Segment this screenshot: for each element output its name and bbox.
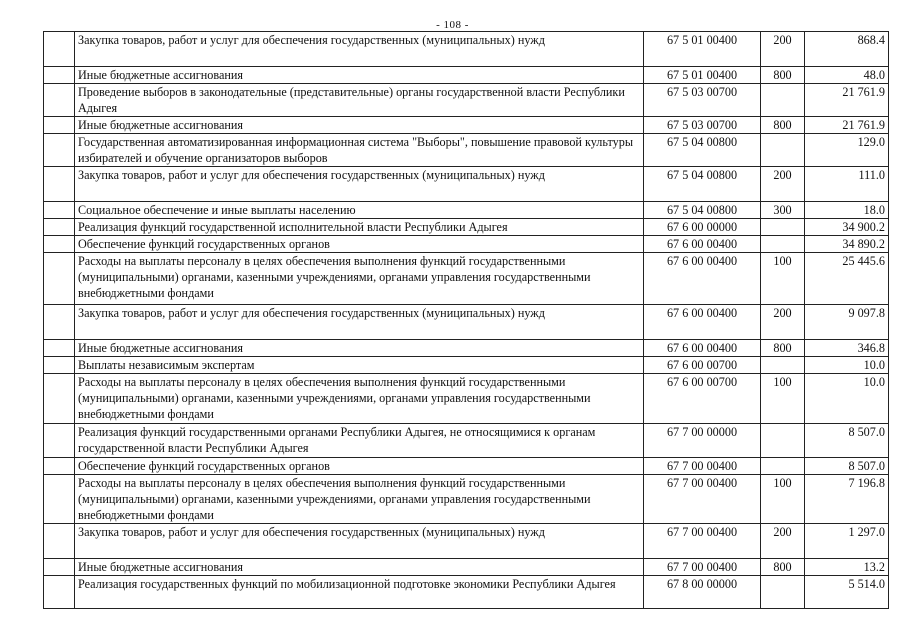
expense-name-cell: Закупка товаров, работ и услуг для обеспечения государственных (муниципальных) нужд: [75, 305, 644, 340]
amount-cell: 868.4: [805, 32, 889, 67]
expense-name-cell: Иные бюджетные ассигнования: [75, 67, 644, 84]
budget-table-body: [44, 32, 889, 609]
row-number-cell: [44, 67, 75, 84]
table-row: [44, 134, 889, 167]
expense-type-cell: 800: [761, 559, 805, 576]
table-row: [44, 236, 889, 253]
expense-name-cell: Иные бюджетные ассигнования: [75, 340, 644, 357]
target-article-code-cell: 67 5 04 00800: [644, 202, 761, 219]
target-article-code-cell: 67 6 00 00000: [644, 219, 761, 236]
row-number-cell: [44, 340, 75, 357]
expense-name-cell: Иные бюджетные ассигнования: [75, 559, 644, 576]
amount-cell: 1 297.0: [805, 524, 889, 559]
amount-cell: 34 900.2: [805, 219, 889, 236]
expense-type-cell: 800: [761, 340, 805, 357]
expense-name-cell: Закупка товаров, работ и услуг для обеспечения государственных (муниципальных) нужд: [75, 524, 644, 559]
table-row: [44, 67, 889, 84]
row-number-cell: [44, 253, 75, 305]
target-article-code-cell: 67 5 04 00800: [644, 167, 761, 202]
target-article-code-cell: 67 5 01 00400: [644, 67, 761, 84]
target-article-code-cell: 67 5 04 00800: [644, 134, 761, 167]
expense-type-cell: [761, 134, 805, 167]
row-number-cell: [44, 134, 75, 167]
target-article-code-cell: 67 7 00 00400: [644, 559, 761, 576]
amount-cell: 25 445.6: [805, 253, 889, 305]
table-row: [44, 357, 889, 374]
amount-cell: 8 507.0: [805, 458, 889, 475]
expense-name-cell: Иные бюджетные ассигнования: [75, 117, 644, 134]
amount-cell: 13.2: [805, 559, 889, 576]
row-number-cell: [44, 236, 75, 253]
target-article-code-cell: 67 6 00 00700: [644, 374, 761, 424]
expense-name-cell: Государственная автоматизированная информационная система "Выборы", повышение правовой культуры избирателей и обучение организаторов выборов: [75, 134, 644, 167]
budget-table: [43, 31, 889, 609]
target-article-code-cell: 67 7 00 00400: [644, 524, 761, 559]
table-row: [44, 374, 889, 424]
amount-cell: 21 761.9: [805, 84, 889, 117]
table-row: [44, 219, 889, 236]
table-row: [44, 202, 889, 219]
expense-name-cell: Закупка товаров, работ и услуг для обеспечения государственных (муниципальных) нужд: [75, 32, 644, 67]
table-row: [44, 167, 889, 202]
amount-cell: 111.0: [805, 167, 889, 202]
row-number-cell: [44, 305, 75, 340]
row-number-cell: [44, 458, 75, 475]
expense-name-cell: Реализация функций государственной исполнительной власти Республики Адыгея: [75, 219, 644, 236]
expense-name-cell: Проведение выборов в законодательные (представительные) органы государственной власти Республики Адыгея: [75, 84, 644, 117]
row-number-cell: [44, 84, 75, 117]
table-row: [44, 576, 889, 609]
target-article-code-cell: 67 7 00 00000: [644, 424, 761, 458]
table-row: [44, 524, 889, 559]
expense-name-cell: Реализация функций государственными органами Республики Адыгея, не относящимися к органам государственной власти Республики Адыгея: [75, 424, 644, 458]
expense-type-cell: 200: [761, 305, 805, 340]
expense-name-cell: Выплаты независимым экспертам: [75, 357, 644, 374]
table-row: [44, 475, 889, 524]
row-number-cell: [44, 202, 75, 219]
expense-type-cell: [761, 424, 805, 458]
expense-type-cell: 100: [761, 253, 805, 305]
expense-type-cell: [761, 458, 805, 475]
expense-name-cell: Закупка товаров, работ и услуг для обеспечения государственных (муниципальных) нужд: [75, 167, 644, 202]
table-row: [44, 117, 889, 134]
target-article-code-cell: 67 8 00 00000: [644, 576, 761, 609]
expense-name-cell: Обеспечение функций государственных органов: [75, 458, 644, 475]
expense-name-cell: Расходы на выплаты персоналу в целях обеспечения выполнения функций государственными (муниципальными) органами, казенными учреждениями, органами управления государственными внебюджетными фондами: [75, 253, 644, 305]
target-article-code-cell: 67 5 03 00700: [644, 117, 761, 134]
row-number-cell: [44, 357, 75, 374]
target-article-code-cell: 67 6 00 00400: [644, 305, 761, 340]
target-article-code-cell: 67 5 03 00700: [644, 84, 761, 117]
table-row: [44, 458, 889, 475]
table-row: [44, 84, 889, 117]
expense-name-cell: Расходы на выплаты персоналу в целях обеспечения выполнения функций государственными (муниципальными) органами, казенными учреждениями, органами управления государственными внебюджетными фондами: [75, 475, 644, 524]
row-number-cell: [44, 559, 75, 576]
amount-cell: 18.0: [805, 202, 889, 219]
amount-cell: 9 097.8: [805, 305, 889, 340]
amount-cell: 34 890.2: [805, 236, 889, 253]
table-row: [44, 424, 889, 458]
expense-type-cell: 200: [761, 32, 805, 67]
expense-name-cell: Обеспечение функций государственных органов: [75, 236, 644, 253]
table-row: [44, 559, 889, 576]
table-row: [44, 340, 889, 357]
table-row: [44, 32, 889, 67]
amount-cell: 129.0: [805, 134, 889, 167]
expense-type-cell: 100: [761, 475, 805, 524]
expense-type-cell: 800: [761, 117, 805, 134]
expense-type-cell: 200: [761, 167, 805, 202]
target-article-code-cell: 67 7 00 00400: [644, 475, 761, 524]
target-article-code-cell: 67 5 01 00400: [644, 32, 761, 67]
expense-type-cell: 200: [761, 524, 805, 559]
amount-cell: 346.8: [805, 340, 889, 357]
row-number-cell: [44, 219, 75, 236]
amount-cell: 7 196.8: [805, 475, 889, 524]
target-article-code-cell: 67 6 00 00700: [644, 357, 761, 374]
table-row: [44, 305, 889, 340]
row-number-cell: [44, 32, 75, 67]
expense-type-cell: [761, 576, 805, 609]
table-row: [44, 253, 889, 305]
amount-cell: 5 514.0: [805, 576, 889, 609]
expense-type-cell: [761, 357, 805, 374]
expense-type-cell: 100: [761, 374, 805, 424]
page-number: - 108 -: [436, 19, 469, 31]
expense-name-cell: Расходы на выплаты персоналу в целях обеспечения выполнения функций государственными (муниципальными) органами, казенными учреждениями, органами управления государственными внебюджетными фондами: [75, 374, 644, 424]
amount-cell: 10.0: [805, 374, 889, 424]
expense-name-cell: Социальное обеспечение и иные выплаты населению: [75, 202, 644, 219]
row-number-cell: [44, 167, 75, 202]
expense-type-cell: [761, 84, 805, 117]
row-number-cell: [44, 374, 75, 424]
row-number-cell: [44, 117, 75, 134]
expense-type-cell: [761, 219, 805, 236]
expense-type-cell: 800: [761, 67, 805, 84]
target-article-code-cell: 67 6 00 00400: [644, 340, 761, 357]
row-number-cell: [44, 424, 75, 458]
expense-type-cell: 300: [761, 202, 805, 219]
target-article-code-cell: 67 7 00 00400: [644, 458, 761, 475]
amount-cell: 21 761.9: [805, 117, 889, 134]
expense-name-cell: Реализация государственных функций по мобилизационной подготовке экономики Республики Адыгея: [75, 576, 644, 609]
row-number-cell: [44, 524, 75, 559]
target-article-code-cell: 67 6 00 00400: [644, 236, 761, 253]
amount-cell: 48.0: [805, 67, 889, 84]
amount-cell: 8 507.0: [805, 424, 889, 458]
expense-type-cell: [761, 236, 805, 253]
row-number-cell: [44, 576, 75, 609]
target-article-code-cell: 67 6 00 00400: [644, 253, 761, 305]
row-number-cell: [44, 475, 75, 524]
amount-cell: 10.0: [805, 357, 889, 374]
